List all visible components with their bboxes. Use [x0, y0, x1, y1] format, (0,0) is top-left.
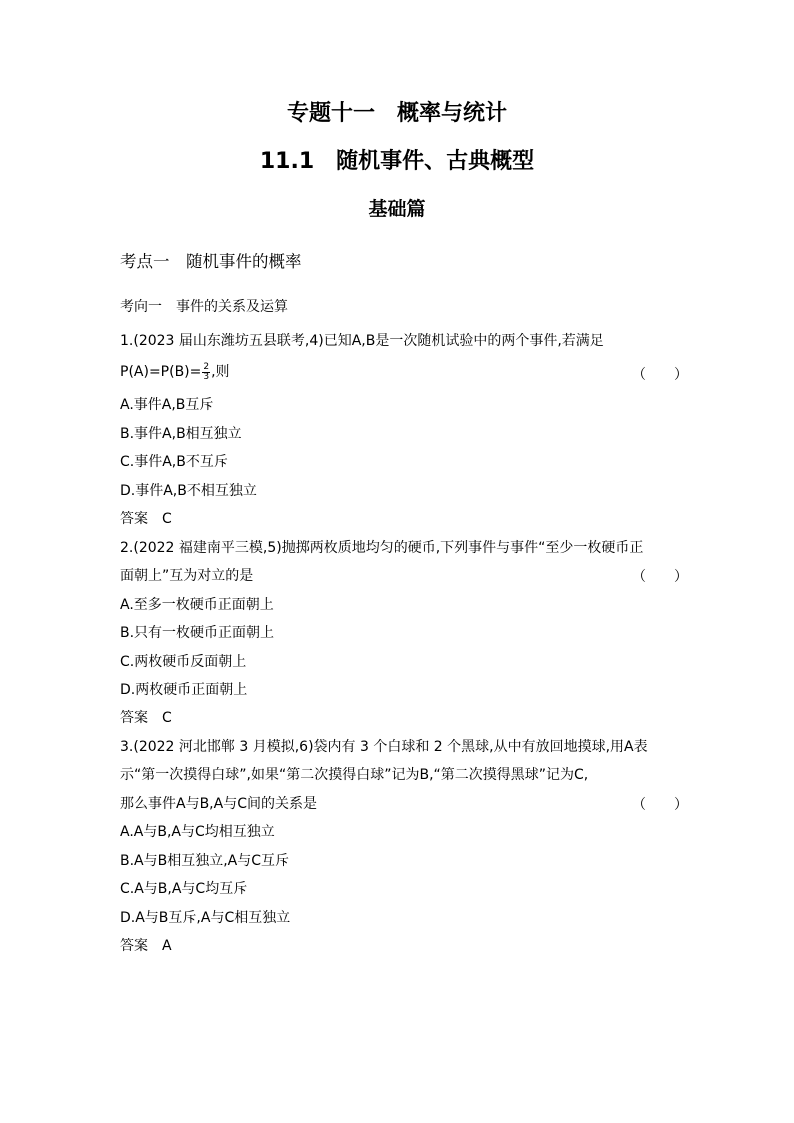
- q1-option-b: B.事件A,B相互独立: [120, 426, 242, 442]
- q2-answer-blank: （ ）: [632, 569, 688, 585]
- q3-option-a: A.A与B,A与C均相互独立: [120, 824, 275, 840]
- q1-fraction-den: 3: [203, 371, 210, 382]
- q1-fraction-num: 2: [203, 361, 210, 372]
- q2-stem-line1: 2.(2022 福建南平三模,5)抛掷两枚质地均匀的硬币,下列事件与事件“至少一枚硬币正: [120, 540, 644, 556]
- q1-answer-blank: （ ）: [632, 367, 688, 383]
- chapter-title: 专题十一 概率与统计: [286, 101, 507, 126]
- q2-stem-line2: 面朝上”互为对立的是: [120, 568, 254, 584]
- level-title: 基础篇: [368, 198, 426, 220]
- q3-answer-blank: （ ）: [632, 797, 688, 813]
- subtopic-heading: 考向一 事件的关系及运算: [120, 299, 288, 315]
- q1-fraction: [202, 363, 210, 382]
- q2-answer: 答案 C: [120, 710, 172, 726]
- q3-option-d: D.A与B互斥,A与C相互独立: [120, 910, 291, 926]
- q2-option-a: A.至多一枚硬币正面朝上: [120, 597, 274, 613]
- q2-option-d: D.两枚硬币正面朝上: [120, 682, 248, 698]
- q1-answer: 答案 C: [120, 511, 172, 527]
- q2-option-b: B.只有一枚硬币正面朝上: [120, 625, 275, 641]
- q1-option-d: D.事件A,B不相互独立: [120, 483, 257, 499]
- q3-option-c: C.A与B,A与C均互斥: [120, 881, 248, 897]
- q2-option-c: C.两枚硬币反面朝上: [120, 654, 247, 670]
- q1-option-c: C.事件A,B不互斥: [120, 454, 228, 470]
- q3-stem-line1: 3.(2022 河北邯郸 3 月模拟,6)袋内有 3 个白球和 2 个黑球,从中有放回地摸球,用A表: [120, 739, 648, 755]
- q1-formula: [120, 362, 230, 382]
- section-title: 11.1 随机事件、古典概型: [259, 149, 535, 174]
- q1-formula-prefix: P(A)=P(B)=: [120, 364, 202, 380]
- topic-heading: 考点一 随机事件的概率: [120, 252, 302, 271]
- q3-answer: 答案 A: [120, 938, 172, 954]
- q3-stem-line2: 示“第一次摸得白球”,如果“第二次摸得白球”记为B,“第二次摸得黑球”记为C,: [120, 767, 589, 783]
- q1-option-a: A.事件A,B互斥: [120, 397, 214, 413]
- q1-stem-line1: 1.(2023 届山东潍坊五县联考,4)已知A,B是一次随机试验中的两个事件,若满足: [120, 333, 604, 349]
- q3-stem-line3: 那么事件A与B,A与C间的关系是: [120, 796, 317, 812]
- q3-option-b: B.A与B相互独立,A与C互斥: [120, 853, 290, 869]
- q1-formula-suffix: ,则: [211, 364, 230, 380]
